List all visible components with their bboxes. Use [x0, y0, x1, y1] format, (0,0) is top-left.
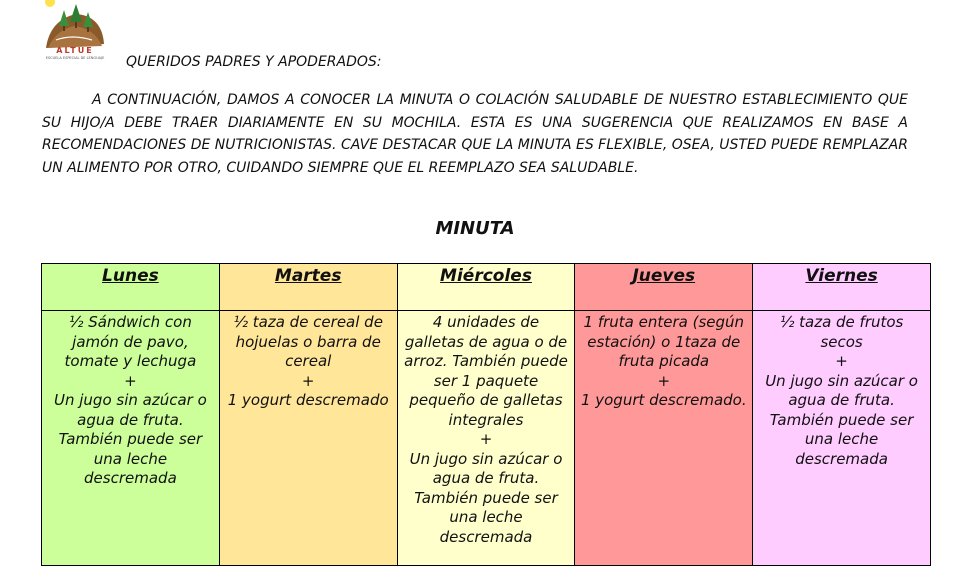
header-jueves: Jueves — [575, 264, 753, 311]
cell-lunes — [42, 311, 220, 566]
cell-jueves — [575, 311, 753, 566]
header-martes: Martes — [219, 264, 397, 311]
intro-text: A CONTINUACIÓN, DAMOS A CONOCER LA MINUTA O COLACIÓN SALUDABLE DE NUESTRO ESTABLECIMIENTO QUE SU HIJO/A DEBE TRAER DIARIAMENTE EN SU MOCHILA. ESTA ES UNA SUGERENCIA QUE REALIZAMOS EN BASE A RECOMENDACIONES DE NUTRICIONISTAS. CAVE DESTACAR QUE LA MINUTA ES FLEXIBLE, OSEA, USTED PUEDE REMPLAZAR UN ALIMENTO POR OTRO, CUIDANDO SIEMPRE QUE EL REEMPLAZO SEA SALUDABLE. — [42, 92, 908, 176]
cell-text: 1 yogurt descremado. — [580, 391, 747, 409]
greeting: QUERIDOS PADRES Y APODERADOS: — [126, 54, 382, 70]
logo-subtitle: ESCUELA ESPECIAL DE LENGUAJE — [45, 56, 105, 60]
menu-title: MINUTA — [435, 218, 515, 239]
cell-text: ½ taza de frutos secos — [779, 313, 904, 351]
table-row — [42, 311, 931, 566]
plus-sign: + — [835, 352, 848, 370]
cell-text: ½ taza de cereal de hojuelas o barra de cereal — [233, 313, 383, 370]
cell-text: Un jugo sin azúcar o agua de fruta. También puede ser una leche descremada — [54, 391, 207, 487]
cell-text: 4 unidades de galletas de agua o de arroz. También puede ser 1 paquete pequeño de galletas integrales — [404, 313, 568, 429]
cell-text: Un jugo sin azúcar o agua de fruta. También puede ser una leche descremada — [409, 449, 563, 546]
plus-sign: + — [301, 371, 315, 390]
intro-paragraph — [42, 89, 908, 179]
cell-text: 1 yogurt descremado — [227, 391, 389, 409]
sun-icon — [45, 0, 55, 7]
cell-martes — [219, 311, 397, 566]
plus-sign: + — [657, 371, 671, 390]
cell-viernes — [753, 311, 931, 566]
plus-sign: + — [479, 430, 493, 448]
table-header-row — [42, 264, 931, 311]
cell-text: ½ Sándwich con jamón de pavo, tomate y lechuga — [64, 313, 197, 370]
header-miercoles: Miércoles — [397, 264, 575, 311]
header-lunes: Lunes — [42, 264, 220, 311]
header-viernes: Viernes — [753, 264, 931, 311]
menu-table — [41, 263, 931, 566]
logo-name: ALTUE — [56, 46, 94, 55]
cell-text: Un jugo sin azúcar o agua de fruta. También puede ser una leche descremada — [765, 371, 918, 468]
plus-sign: + — [124, 371, 137, 390]
tree-icon — [70, 4, 82, 22]
cell-miercoles — [397, 311, 575, 566]
cell-text: 1 fruta entera (según estación) o 1taza de fruta picada — [583, 313, 745, 370]
